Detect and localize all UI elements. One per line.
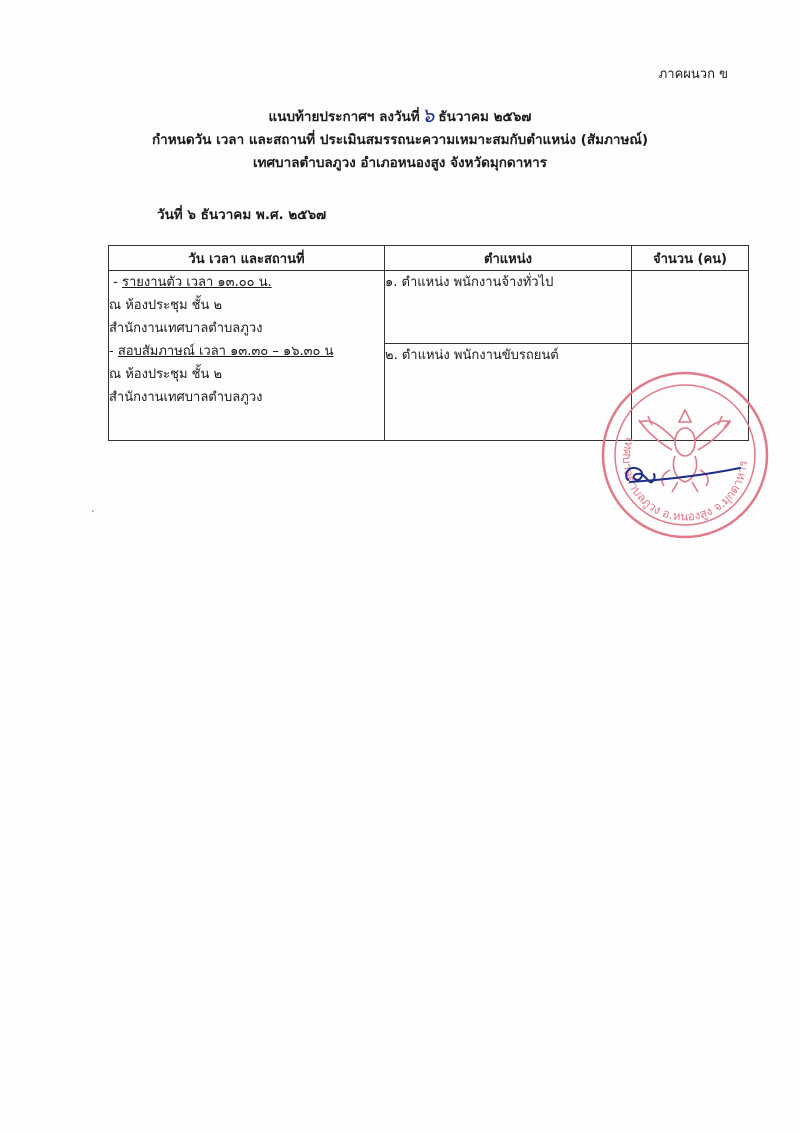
interview-block [109,340,384,431]
table-header-row [109,246,749,271]
interview-office: สำนักงานเทศบาลตำบลภูวง [109,390,263,405]
position-cell-1: ๑. ตำแหน่ง พนักงานจ้างทั่วไป [385,271,632,344]
header-line-3: เทศบาลตำบลภูวง อำเภอหนองสูง จังหวัดมุกดาหาร [252,155,548,171]
header-line-1 [0,103,800,129]
report-office: สำนักงานเทศบาลตำบลภูวง [109,321,263,336]
svg-text:เทศบาลตำบลภูวง อ.หนองสูง จ.มุก: เทศบาลตำบลภูวง อ.หนองสูง จ.มุกดาหาร [619,435,751,524]
interview-time: สอบสัมภาษณ์ เวลา ๑๓.๓๐ – ๑๖.๓๐ น [117,344,334,359]
column-header-count: จำนวน (คน) [632,246,749,271]
interview-dash: - [109,344,114,359]
header-line-2: กำหนดวัน เวลา และสถานที่ ประเมินสมรรถนะความเหมาะสมกับตำแหน่ง (สัมภาษณ์) [151,132,649,148]
signature-icon [626,468,740,482]
scan-speck [92,510,94,512]
column-header-datetime-place: วัน เวลา และสถานที่ [109,246,385,271]
table-row [109,271,749,344]
report-room: ณ ห้องประชุม ชั้น ๒ [109,298,223,313]
report-time: รายงานตัว เวลา ๑๓.๐๐ น. [121,275,272,290]
appendix-label: ภาคผนวก ข [658,67,728,82]
report-dash: - [113,275,118,290]
header-line-1-prefix: แนบท้ายประกาศฯ ลงวันที่ [268,109,420,125]
official-seal-stamp [600,370,770,540]
report-block [109,271,384,340]
count-cell-1 [632,271,749,344]
schedule-date: วันที่ ๖ ธันวาคม พ.ศ. ๒๕๖๗ [157,207,327,223]
interview-room: ณ ห้องประชุม ชั้น ๒ [109,367,223,382]
column-header-position: ตำแหน่ง [385,246,632,271]
position-cell-2: ๒. ตำแหน่ง พนักงานขับรถยนต์ [385,344,632,441]
datetime-place-cell [109,271,385,441]
document-header [0,103,800,175]
header-line-1-suffix: ธันวาคม ๒๕๖๗ [438,109,532,125]
handwritten-day: ๖ [421,103,435,127]
